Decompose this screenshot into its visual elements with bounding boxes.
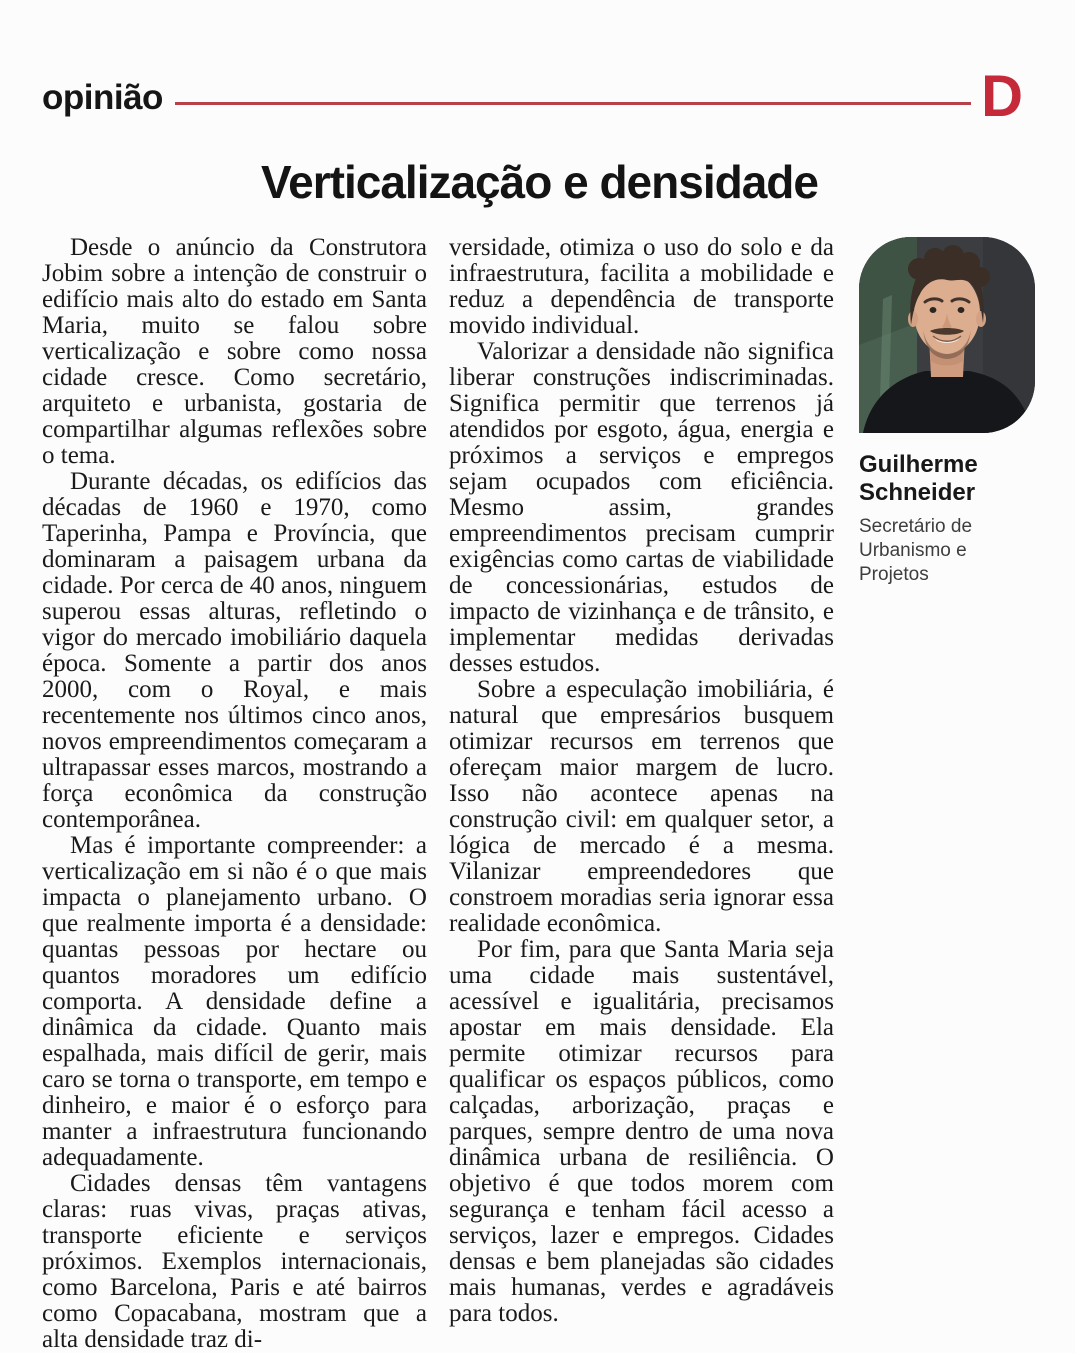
section-label: opinião <box>42 78 163 118</box>
author-photo <box>859 237 1035 433</box>
author-role: Secretário de Urbanismo e Projetos <box>859 516 973 586</box>
paragraph: Sobre a especulação imobiliária, é natural que empresários busquem otimizar recursos em terrenos que ofereçam maior margem de lucro. Isso não acontece apenas na construção civil: em qualquer setor, a lógica de mercado é a mesma. Vilanizar empreendedores que constroem moradias seria ignorar essa realidade econômica. <box>449 676 834 938</box>
author-portrait-illustration <box>859 237 1035 433</box>
article-title: Verticalização e densidade <box>261 156 818 209</box>
paragraph: versidade, otimiza o uso do solo e da infraestrutura, facilita a mobilidade e reduz a dependência de transporte movido individual. <box>449 234 834 340</box>
article-column-2 <box>449 235 834 1327</box>
author-name: Guilherme Schneider <box>859 451 978 507</box>
paragraph: Desde o anúncio da Construtora Jobim sobre a intenção de construir o edifício mais alto do estado em Santa Maria, muito se falou sobre verticalização e sobre como nossa cidade cresce. Como secretário, arquiteto e urbanista, gostaria de compartilhar algumas reflexões sobre o tema. <box>42 234 427 470</box>
paragraph: Mas é importante compreender: a verticalização em si não é o que mais impacta o planejamento urbano. O que realmente importa é a densidade: quantas pessoas por hectare ou quantos moradores um edifício comporta. A densidade define a dinâmica da cidade. Quanto mais espalhada, mais difícil de gerir, mais caro se torna o transporte, em tempo e dinheiro, e maior é o esforço para manter a infraestrutura funcionando adequadamente. <box>42 832 427 1172</box>
section-header <box>42 0 1037 129</box>
author-box <box>859 235 1037 587</box>
brand-letter-d: D <box>981 64 1023 129</box>
article-column-1 <box>42 235 427 1353</box>
header-rule <box>175 102 971 105</box>
paragraph: Por fim, para que Santa Maria seja uma cidade mais sustentável, acessível e igualitária, precisamos apostar em mais densidade. Ela permite otimizar recursos para qualificar os espaços públicos, como calçadas, arborização, praças e parques, sempre dentro de uma nova dinâmica urbana de resiliência. O objetivo é que todos morem com segurança e tenham fácil acesso a serviços, lazer e empregos. Cidades densas e bem planejadas são cidades mais humanas, verdes e agradáveis para todos. <box>449 936 834 1328</box>
paragraph: Cidades densas têm vantagens claras: ruas vivas, praças ativas, transporte eficiente e serviços próximos. Exemplos internacionais, como Barcelona, Paris e até bairros como Copacabana, mostram que a alta densidade traz di- <box>42 1170 427 1353</box>
paragraph: Durante décadas, os edifícios das décadas de 1960 e 1970, como Taperinha, Pampa e Província, que dominaram a paisagem urbana da cidade. Por cerca de 40 anos, ninguem superou essas alturas, refletindo o vigor do mercado imobiliário daquela época. Somente a partir dos anos 2000, com o Royal, e mais recentemente nos últimos cinco anos, novos empreendimentos começaram a ultrapassar esses marcos, mostrando a força econômica da construção contemporânea. <box>42 468 427 834</box>
article-body <box>42 235 1037 1353</box>
paragraph: Valorizar a densidade não significa liberar construções indiscriminadas. Significa permitir que terrenos já atendidos por esgoto, água, energia e próximos a serviços e empregos sejam ocupados com eficiência. Mesmo assim, grandes empreendimentos precisam cumprir exigências como cartas de viabilidade de concessionárias, estudos de impacto de vizinhança e de trânsito, e implementar medidas derivadas desses estudos. <box>449 338 834 678</box>
